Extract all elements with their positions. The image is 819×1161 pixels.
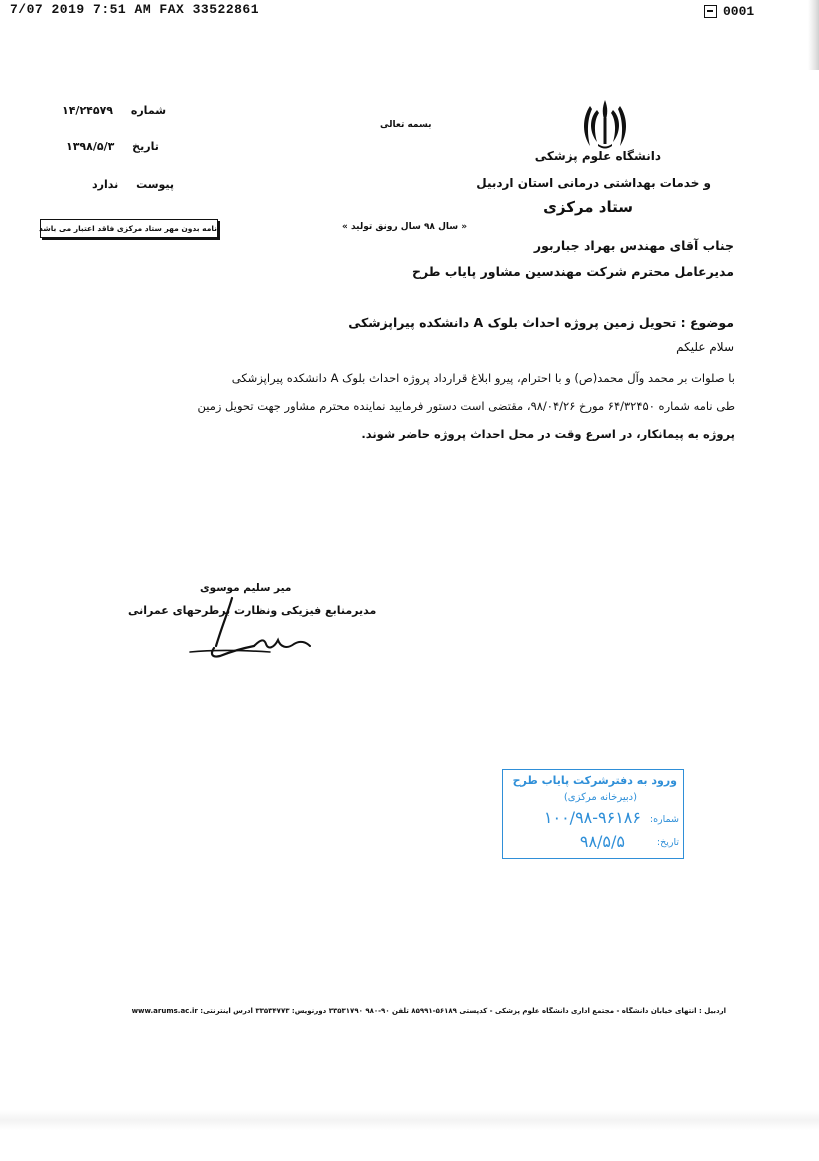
handwritten-signature bbox=[170, 590, 330, 670]
stamp-number-label: شماره: bbox=[649, 814, 679, 825]
letter-date-value: ۱۳۹۸/۵/۳ bbox=[66, 140, 115, 153]
letter-date-label: تاریخ bbox=[132, 140, 159, 153]
letter-attachment-label: پیوست bbox=[136, 178, 175, 191]
fax-page-indicator bbox=[704, 4, 754, 19]
iran-emblem-icon bbox=[580, 96, 630, 152]
letter-number-label: شماره bbox=[130, 104, 167, 117]
recipient-name: جناب آقای مهندس بهراد جباربور bbox=[533, 238, 734, 253]
fax-header-line: 7/07 2019 7:51 AM FAX 33522861 bbox=[10, 2, 260, 17]
fax-page-icon bbox=[704, 5, 717, 18]
scan-band bbox=[0, 1110, 819, 1130]
scan-edge-shadow bbox=[808, 0, 819, 70]
fax-page-number: 0001 bbox=[723, 4, 755, 19]
signer-title: مدیرمنابع فیزیکی ونظارت برطرحهای عمرانی bbox=[128, 604, 377, 617]
validity-notice: نامه بدون مهر ستاد مرکزی فاقد اعتبار می باشد bbox=[40, 219, 218, 238]
letter-greeting: سلام علیکم bbox=[676, 340, 734, 354]
letter-number-value: ۱۴/۲۴۵۷۹ bbox=[62, 104, 114, 117]
letter-footer bbox=[120, 1007, 726, 1015]
body-line-2: طی نامه شماره ۶۴/۳۲۴۵۰ مورخ ۹۸/۰۴/۲۶، مقتضی است دستور فرمایید نماینده محترم مشاور جهت تحویل زمین bbox=[197, 399, 735, 413]
footer-address: اردبیل : انتهای خیابان دانشگاه - مجتمع اداری دانشگاه علوم پزشکی - کدپستی ۵۶۱۸۹-۸۵۹۹۱ تلفن ۹۰-۹۸۰ ۳۳۵۳۱۷۹۰ دورنویس: ۳۳۵۳۴۷۷۳ آدرس اینترنتی: bbox=[200, 1007, 726, 1015]
letter-date bbox=[66, 140, 159, 153]
body-line-3: پروژه به پیمانکار، در اسرع وقت در محل احداث پروژه حاضر شوند. bbox=[361, 427, 735, 441]
stamp-number-value: ۱۰۰/۹۸-۹۶۱۸۶ bbox=[543, 808, 641, 827]
university-name: دانشگاه علوم پزشکی bbox=[534, 149, 661, 163]
services-line: و خدمات بهداشتی درمانی استان اردبیل bbox=[476, 176, 711, 190]
receipt-stamp bbox=[502, 769, 684, 859]
body-line-1: با صلوات بر محمد وآل محمد(ص) و با احترام، پیرو ابلاغ قرارداد پروژه احداث بلوک A دانشکده پیراپزشکی bbox=[231, 371, 735, 385]
signer-name: میر سلیم موسوی bbox=[200, 582, 292, 594]
department-name: ستاد مرکزی bbox=[543, 198, 633, 216]
besmellah: بسمه تعالی bbox=[380, 120, 432, 130]
letter-attachment-value: ندارد bbox=[92, 178, 119, 191]
footer-website: www.arums.ac.ir bbox=[131, 1007, 198, 1015]
stamp-subtitle: (دبیرخانه مرکزی) bbox=[563, 792, 637, 803]
stamp-title: ورود به دفترشرکت پایاب طرح bbox=[512, 774, 677, 787]
letter-subject: موضوع : تحویل زمین پروژه احداث بلوک A دانشکده پیراپزشکی bbox=[348, 315, 734, 330]
letter-attachment bbox=[92, 178, 174, 191]
letter-number bbox=[62, 104, 166, 117]
stamp-date-value: ۹۸/۵/۵ bbox=[579, 832, 625, 851]
recipient-title: مدیرعامل محترم شرکت مهندسین مشاور پایاب طرح bbox=[412, 264, 734, 279]
year-slogan: « سال ۹۸ سال رونق تولید » bbox=[342, 222, 468, 232]
stamp-date-label: تاریخ: bbox=[656, 837, 679, 848]
